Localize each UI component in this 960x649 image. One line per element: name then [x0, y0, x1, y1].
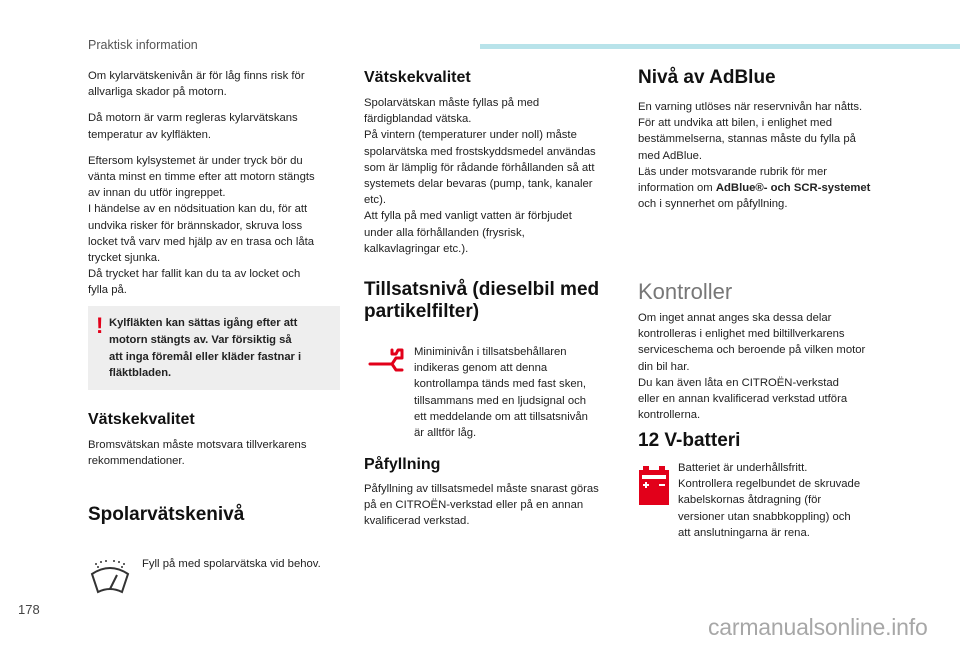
- brake-fluid-quality-text: Bromsvätskan måste motsvara tillverkarens rekommendationer.: [88, 439, 307, 468]
- adblue-text-part-2: och i synnerhet om påfyllning.: [638, 198, 788, 211]
- additive-level-text: Miniminivån i tillsatsbehållaren indikeras genom att denna kontrollampa tänds med fast sken, tillsammans med en ljudsignal och ett meddelande om att tillsatsnivån är alltför låg.: [414, 346, 588, 440]
- brake-fluid-quality-heading: Vätskekvalitet: [88, 411, 195, 428]
- adblue-text-part-1: En varning utlöses när reservnivån har nåtts. För att undvika att bilen, i enlighet med bestämmelserna, stannas måste du fylla på med AdBlue. Läs under motsvarande rubrik för mer information om: [638, 101, 863, 195]
- coolant-paragraph-3: Eftersom kylsystemet är under tryck bör du vänta minst en timme efter att motorn stängts av innan du utför ingreppet. I händelse av en nödsituation kan du, för att undvika risker för brännskador, skruva loss locket två varv med hjälp av en trasa och låta trycket sjunka. Då trycket har fallit kan du ta av locket och fylla på.: [88, 154, 315, 297]
- adblue-level-text: [638, 99, 893, 212]
- page-number: 178: [18, 602, 40, 617]
- washer-fluid-quality-heading: Vätskekvalitet: [364, 69, 471, 86]
- warning-text: Kylfläkten kan sättas igång efter att motorn stängts av. Var försiktig så att inga föremål eller kläder fastnar i fläktbladen.: [109, 317, 302, 380]
- running-header: Praktisk information: [88, 38, 198, 52]
- battery-icon: [638, 466, 670, 506]
- checks-text: Om inget annat anges ska dessa delar kontrolleras i enlighet med biltillverkarens serviceschema och beroende på vilken motor din bil har. Du kan även låta en CITROËN-verkstad eller en annan kvalificerad verkstad utföra kontrollerna.: [638, 312, 866, 422]
- adblue-bold-reference: AdBlue®- och SCR-systemet: [715, 182, 871, 195]
- battery-heading: 12 V-batteri: [638, 430, 741, 451]
- battery-text: Batteriet är underhållsfritt. Kontrollera regelbundet de skruvade kabelskornas åtdragning (för versioner utan snabbkoppling) och att anslutningarna är rena.: [678, 462, 861, 539]
- washer-level-heading: Spolarvätskenivå: [88, 504, 245, 525]
- column-1: [88, 68, 338, 299]
- warning-exclamation-icon: !: [96, 313, 104, 338]
- refill-text: Påfyllning av tillsatsmedel måste snarast göras på en CITROËN-verkstad eller på en annan kvalificerad verkstad.: [364, 483, 599, 528]
- additive-level-heading: Tillsatsnivå (dieselbil med partikelfilter): [364, 279, 600, 322]
- coolant-paragraph-2: Då motorn är varm regleras kylarvätskans temperatur av kylfläkten.: [88, 112, 298, 141]
- adblue-level-heading: Nivå av AdBlue: [638, 67, 776, 88]
- wrench-warning-icon: [368, 344, 406, 372]
- checks-heading: Kontroller: [638, 279, 733, 304]
- header-accent-bar: [480, 44, 960, 49]
- washer-level-text: Fyll på med spolarvätska vid behov.: [142, 558, 321, 570]
- windshield-washer-icon: [88, 558, 132, 596]
- coolant-paragraph-1: Om kylarvätskenivån är för låg finns risk för allvarliga skador på motorn.: [88, 70, 305, 99]
- refill-heading: Påfyllning: [364, 456, 441, 473]
- washer-fluid-quality-text: Spolarvätskan måste fyllas på med färdigblandad vätska. På vintern (temperaturer under noll) måste spolarvätska med frostskyddsmedel användas som är lämplig för rådande förhållanden så att systemets delar bevaras (pump, tank, kanaler etc). Att fylla på med vanligt vatten är förbjudet under alla förhållanden (frysrisk, kalkavlagringar etc.).: [364, 97, 596, 255]
- watermark: carmanualsonline.info: [708, 614, 928, 640]
